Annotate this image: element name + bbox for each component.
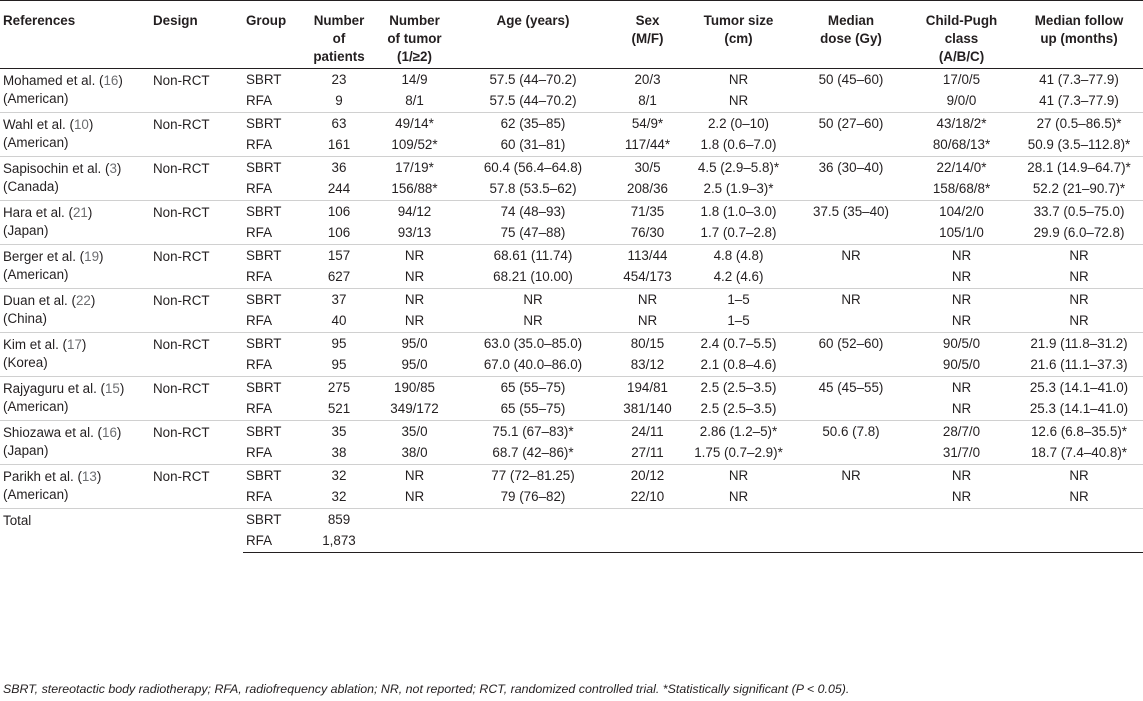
sex-cell: 20/3 [634,71,661,87]
group-cell: SBRT [243,465,303,487]
empty-cell [794,531,908,553]
header-followup [1015,1,1143,69]
header-line: dose (Gy) [820,31,882,46]
child-pugh-cell: 31/7/0 [942,445,981,461]
tumor-size-cell: 1.8 (1.0–3.0) [683,201,794,223]
design-cell: Non-RCT [150,377,243,421]
tumor-size-cell: 2.5 (1.9–3)* [703,181,774,197]
group-cell: RFA [246,93,273,109]
age-cell: 60 (31–81) [500,137,566,153]
age-cell: 63.0 (35.0–85.0) [454,333,612,355]
design-cell: Non-RCT [150,333,243,377]
patients-cell: 35 [303,421,375,443]
follow-up-cell: NR [1069,269,1089,285]
header-size [683,1,794,69]
group-cell: SBRT [243,201,303,223]
patients-cell: 859 [303,509,375,531]
child-pugh-cell: 9/0/0 [946,93,977,109]
follow-up-cell: 21.6 (11.1–37.3) [1030,357,1128,373]
follow-up-cell: 25.3 (14.1–41.0) [1015,377,1143,399]
tumor-count-cell: 38/0 [401,445,428,461]
child-pugh-cell: 22/14/0* [908,157,1015,179]
reference-cell: Wahl et al. (10) (American) [0,113,150,157]
author-name: Hara et al. [3,205,65,220]
patients-cell: 9 [335,93,343,109]
dose-cell: 45 (45–55) [794,377,908,399]
follow-up-cell: NR [1069,489,1089,505]
table-header [0,1,1143,69]
study-country: (American) [3,487,69,502]
tumor-count-cell: 94/12 [375,201,454,223]
header-line: patients [313,49,365,64]
age-cell: 79 (76–82) [500,489,566,505]
patients-cell: 157 [303,245,375,267]
age-cell: 75 (47–88) [500,225,566,241]
dose-cell: 50 (27–60) [794,113,908,135]
author-name: Sapisochin et al. [3,161,102,176]
patients-cell: 106 [327,225,351,241]
tumor-size-cell: 2.86 (1.2–5)* [683,421,794,443]
dose-cell [794,179,908,201]
header-dose [794,1,908,69]
group-cell: RFA [246,181,273,197]
empty-cell [612,531,683,553]
dose-cell [794,311,908,333]
group-cell: SBRT [243,509,303,531]
child-pugh-cell: NR [908,377,1015,399]
follow-up-cell: 50.9 (3.5–112.8)* [1027,137,1131,153]
patients-cell: 38 [331,445,347,461]
empty-cell [612,509,683,531]
author-name: Berger et al. [3,249,76,264]
table-row [0,465,1143,487]
table-row [0,113,1143,135]
dose-cell [794,487,908,509]
tumor-count-cell: 93/13 [397,225,432,241]
header-line: Median [827,13,875,28]
patients-cell: 36 [303,157,375,179]
citation-number: 13 [81,469,97,484]
tumor-count-cell: NR [375,465,454,487]
dose-cell [794,443,908,465]
sex-cell: 381/140 [623,401,672,417]
dose-cell [794,135,908,157]
group-cell: SBRT [243,289,303,311]
empty-cell [683,509,794,531]
study-country: (China) [3,311,47,326]
tumor-size-cell: 4.2 (4.6) [713,269,764,285]
author-name: Mohamed et al. [3,73,96,88]
design-cell: Non-RCT [150,157,243,201]
table-row [0,245,1143,267]
header-line: Child-Pugh [925,13,998,28]
total-label: Total [0,509,150,553]
tumor-count-cell: 156/88* [391,181,438,197]
follow-up-cell: 18.7 (7.4–40.8)* [1030,445,1128,461]
group-cell: SBRT [243,245,303,267]
patients-cell: 63 [303,113,375,135]
sex-cell: 24/11 [612,421,683,443]
child-pugh-cell: 90/5/0 [908,333,1015,355]
patients-cell: 40 [331,313,347,329]
tumor-count-cell: 95/0 [401,357,428,373]
follow-up-cell: NR [1015,289,1143,311]
patients-cell: 32 [331,489,347,505]
reference-cell: Sapisochin et al. (3) (Canada) [0,157,150,201]
header-tumor [375,1,454,69]
author-name: Shiozawa et al. [3,425,94,440]
tumor-size-cell: 1–5 [683,289,794,311]
header-age [454,1,612,69]
header-line: Age (years) [496,13,570,28]
tumor-size-cell: 2.2 (0–10) [683,113,794,135]
dose-cell: 37.5 (35–40) [794,201,908,223]
age-cell: 68.21 (10.00) [493,269,573,285]
follow-up-cell: 29.9 (6.0–72.8) [1033,225,1125,241]
dose-cell: 50.6 (7.8) [794,421,908,443]
table-row [0,201,1143,223]
citation-number: 17 [67,337,82,352]
age-cell: 68.7 (42–86)* [492,445,574,461]
dose-cell: NR [794,245,908,267]
reference-cell: Kim et al. (17) (Korea) [0,333,150,377]
child-pugh-cell: 17/0/5 [942,71,981,87]
tumor-count-cell: NR [375,245,454,267]
child-pugh-cell: 104/2/0 [908,201,1015,223]
design-cell: Non-RCT [150,289,243,333]
age-cell: 65 (55–75) [500,401,566,417]
age-cell: 57.5 (44–70.2) [489,93,577,109]
citation-number: 3 [109,161,117,176]
citation-number: 10 [73,117,89,132]
header-line: of tumor [387,31,442,46]
follow-up-cell: 12.6 (6.8–35.5)* [1015,421,1143,443]
header-line: (1/≥2) [397,49,432,64]
tumor-size-cell: 1.75 (0.7–2.9)* [694,445,783,461]
child-pugh-cell: NR [951,313,972,329]
tumor-count-cell: 8/1 [405,93,424,109]
patients-cell: 275 [303,377,375,399]
reference-cell: Parikh et al. (13) (American) [0,465,150,509]
dose-cell: NR [794,289,908,311]
sex-cell: 8/1 [638,93,657,109]
tumor-size-cell: 1–5 [727,313,750,329]
child-pugh-cell: NR [951,401,972,417]
header-line: (M/F) [631,31,664,46]
tumor-size-cell: 2.4 (0.7–5.5) [683,333,794,355]
author-name: Kim et al. [3,337,59,352]
group-cell: RFA [246,445,273,461]
group-cell: SBRT [243,157,303,179]
group-cell: RFA [246,357,273,373]
age-cell: 65 (55–75) [454,377,612,399]
tumor-count-cell: NR [404,269,425,285]
sex-cell: 113/44 [612,245,683,267]
empty-cell [1015,509,1143,531]
group-cell: SBRT [243,377,303,399]
tumor-count-cell: 109/52* [391,137,438,153]
header-line: References [3,13,76,28]
group-cell: RFA [246,269,273,285]
dose-cell: 60 (52–60) [794,333,908,355]
group-cell: SBRT [246,71,282,87]
sex-cell: 83/12 [630,357,665,373]
header-line: Sex [635,13,660,28]
group-cell: RFA [246,225,273,241]
child-pugh-cell: 105/1/0 [939,225,984,241]
reference-cell: Hara et al. (21) (Japan) [0,201,150,245]
sex-cell: 20/12 [612,465,683,487]
dose-cell: 50 (45–60) [818,71,884,87]
child-pugh-cell: NR [951,489,972,505]
author-name: Parikh et al. [3,469,74,484]
header-group [243,1,303,69]
tumor-size-cell: 2.1 (0.8–4.6) [700,357,777,373]
group-cell: RFA [246,313,273,329]
table-row [0,69,1143,91]
design-cell: Non-RCT [150,201,243,245]
dose-cell: NR [794,465,908,487]
tumor-size-cell: 2.5 (2.5–3.5) [700,401,777,417]
follow-up-cell: 21.9 (11.8–31.2) [1015,333,1143,355]
follow-up-cell: NR [1015,465,1143,487]
header-line: (cm) [724,31,753,46]
patients-cell: 1,873 [303,531,375,553]
empty-cell [683,531,794,553]
follow-up-cell: 27 (0.5–86.5)* [1015,113,1143,135]
dose-cell: 36 (30–40) [794,157,908,179]
group-cell: SBRT [243,113,303,135]
table-row [0,333,1143,355]
age-cell: 77 (72–81.25) [454,465,612,487]
header-childpugh [908,1,1015,69]
tumor-count-cell: NR [375,289,454,311]
tumor-size-cell: 4.5 (2.9–5.8)* [683,157,794,179]
sex-cell: 80/15 [612,333,683,355]
age-cell: NR [454,289,612,311]
sex-cell: 194/81 [612,377,683,399]
tumor-count-cell: 95/0 [375,333,454,355]
patients-cell: 106 [303,201,375,223]
patients-cell: 161 [327,137,351,153]
group-cell: SBRT [243,333,303,355]
tumor-count-cell: 349/172 [390,401,439,417]
patients-cell: 95 [331,357,347,373]
sex-cell: 27/11 [631,445,664,461]
tumor-count-cell: NR [404,313,425,329]
follow-up-cell: 41 (7.3–77.9) [1039,71,1119,87]
table-body [0,69,1143,553]
group-cell: SBRT [243,421,303,443]
reference-cell: Mohamed et al. (16) (American) [3,73,123,106]
dose-cell [794,223,908,245]
child-pugh-cell: 28/7/0 [908,421,1015,443]
design-cell: Non-RCT [150,113,243,157]
table-row [0,421,1143,443]
age-cell: 62 (35–85) [454,113,612,135]
study-country: (American) [3,399,69,414]
child-pugh-cell: 158/68/8* [932,181,991,197]
sex-cell: 30/5 [612,157,683,179]
study-country: (Korea) [3,355,48,370]
age-cell: 74 (48–93) [454,201,612,223]
age-cell: 67.0 (40.0–86.0) [483,357,583,373]
header-line: Number [313,13,365,28]
follow-up-cell: NR [1015,245,1143,267]
dose-cell [794,91,908,113]
study-country: (American) [3,91,69,106]
header-line: Tumor size [703,13,774,28]
reference-cell: Duan et al. (22) (China) [0,289,150,333]
tumor-count-cell: 35/0 [375,421,454,443]
sex-cell: 208/36 [627,181,668,197]
age-cell: 68.61 (11.74) [454,245,612,267]
header-line: Group [246,13,287,28]
design-cell: Non-RCT [150,421,243,465]
patients-cell: 627 [327,269,351,285]
total-row [0,509,1143,531]
group-cell: RFA [246,489,273,505]
citation-number: 19 [84,249,100,264]
follow-up-cell: 41 (7.3–77.9) [1039,93,1119,109]
group-cell: RFA [246,137,273,153]
child-pugh-cell: 43/18/2* [908,113,1015,135]
tumor-count-cell: 49/14* [375,113,454,135]
citation-number: 22 [75,293,91,308]
age-cell: 57.8 (53.5–62) [489,181,577,197]
sex-cell: 76/30 [630,225,665,241]
study-country: (Japan) [3,443,49,458]
reference-cell: Shiozawa et al. (16) (Japan) [0,421,150,465]
tumor-size-cell: NR [728,489,749,505]
header-references [0,1,150,69]
design-cell [150,509,243,553]
header-line: Median follow [1034,13,1124,28]
author-name: Rajyaguru et al. [3,381,97,396]
empty-cell [908,509,1015,531]
group-cell: RFA [246,401,273,417]
child-pugh-cell: NR [908,245,1015,267]
sex-cell: 22/10 [630,489,665,505]
tumor-size-cell: NR [683,465,794,487]
reference-cell: Rajyaguru et al. (15) (American) [0,377,150,421]
empty-cell [375,531,454,553]
sex-cell: NR [612,289,683,311]
tumor-size-cell: 2.5 (2.5–3.5) [683,377,794,399]
patients-cell: 32 [303,465,375,487]
empty-cell [1015,531,1143,553]
sex-cell: 454/173 [623,269,672,285]
empty-cell [794,509,908,531]
patients-cell: 23 [331,71,347,87]
child-pugh-cell: NR [951,269,972,285]
tumor-size-cell: 4.8 (4.8) [683,245,794,267]
sex-cell: 54/9* [612,113,683,135]
citation-number: 15 [104,381,120,396]
header-sex [612,1,683,69]
patients-cell: 521 [327,401,351,417]
age-cell: 57.5 (44–70.2) [489,71,577,87]
empty-cell [454,531,612,553]
child-pugh-cell: NR [908,465,1015,487]
empty-cell [908,531,1015,553]
citation-number: 16 [102,425,117,440]
dose-cell [794,399,908,421]
follow-up-cell: NR [1069,313,1089,329]
table-footnote: SBRT, stereotactic body radiotherapy; RFA, radiofrequency ablation; NR, not reported; RCT, randomized controlled trial. *Statistically significant (P < 0.05). [3,682,850,696]
header-design [150,1,243,69]
follow-up-cell: 33.7 (0.5–75.0) [1015,201,1143,223]
table-row [0,377,1143,399]
patients-cell: 244 [327,181,351,197]
table-row [0,289,1143,311]
study-country: (American) [3,267,69,282]
dose-cell [794,267,908,289]
tumor-count-cell: NR [404,489,425,505]
tumor-count-cell: 14/9 [401,71,428,87]
design-cell: Non-RCT [150,465,243,509]
dose-cell [794,355,908,377]
patients-cell: 37 [303,289,375,311]
group-cell: RFA [243,531,303,553]
age-cell: 75.1 (67–83)* [454,421,612,443]
age-cell: 60.4 (56.4–64.8) [454,157,612,179]
study-country: (Canada) [3,179,59,194]
tumor-size-cell: NR [728,71,749,87]
tumor-size-cell: NR [728,93,749,109]
tumor-size-cell: 1.8 (0.6–7.0) [700,137,777,153]
design-cell: Non-RCT [153,73,210,88]
child-pugh-cell: NR [908,289,1015,311]
header-row [0,1,1143,69]
sex-cell: 71/35 [612,201,683,223]
age-cell: NR [523,313,543,329]
empty-cell [375,509,454,531]
reference-cell: Berger et al. (19) (American) [0,245,150,289]
header-line: of [332,31,346,46]
child-pugh-cell: 80/68/13* [932,137,991,153]
child-pugh-cell: 90/5/0 [942,357,981,373]
study-country: (Japan) [3,223,49,238]
header-line: (A/B/C) [938,49,985,64]
follow-up-cell: 25.3 (14.1–41.0) [1029,401,1129,417]
follow-up-cell: 28.1 (14.9–64.7)* [1015,157,1143,179]
tumor-size-cell: 1.7 (0.7–2.8) [700,225,777,241]
patients-cell: 95 [303,333,375,355]
study-country: (American) [3,135,69,150]
sex-cell: 117/44* [624,137,671,153]
follow-up-cell: 52.2 (21–90.7)* [1032,181,1126,197]
citation-number: 21 [72,205,88,220]
sex-cell: NR [637,313,658,329]
design-cell: Non-RCT [150,245,243,289]
header-line: up (months) [1040,31,1118,46]
header-line: class [944,31,979,46]
citation-number: 16 [103,73,119,88]
tumor-count-cell: 190/85 [375,377,454,399]
empty-cell [454,509,612,531]
tumor-count-cell: 17/19* [375,157,454,179]
header-line: Number [389,13,440,28]
header-patients [303,1,375,69]
table-row [0,157,1143,179]
author-name: Wahl et al. [3,117,66,132]
author-name: Duan et al. [3,293,68,308]
header-line: Design [153,13,198,28]
